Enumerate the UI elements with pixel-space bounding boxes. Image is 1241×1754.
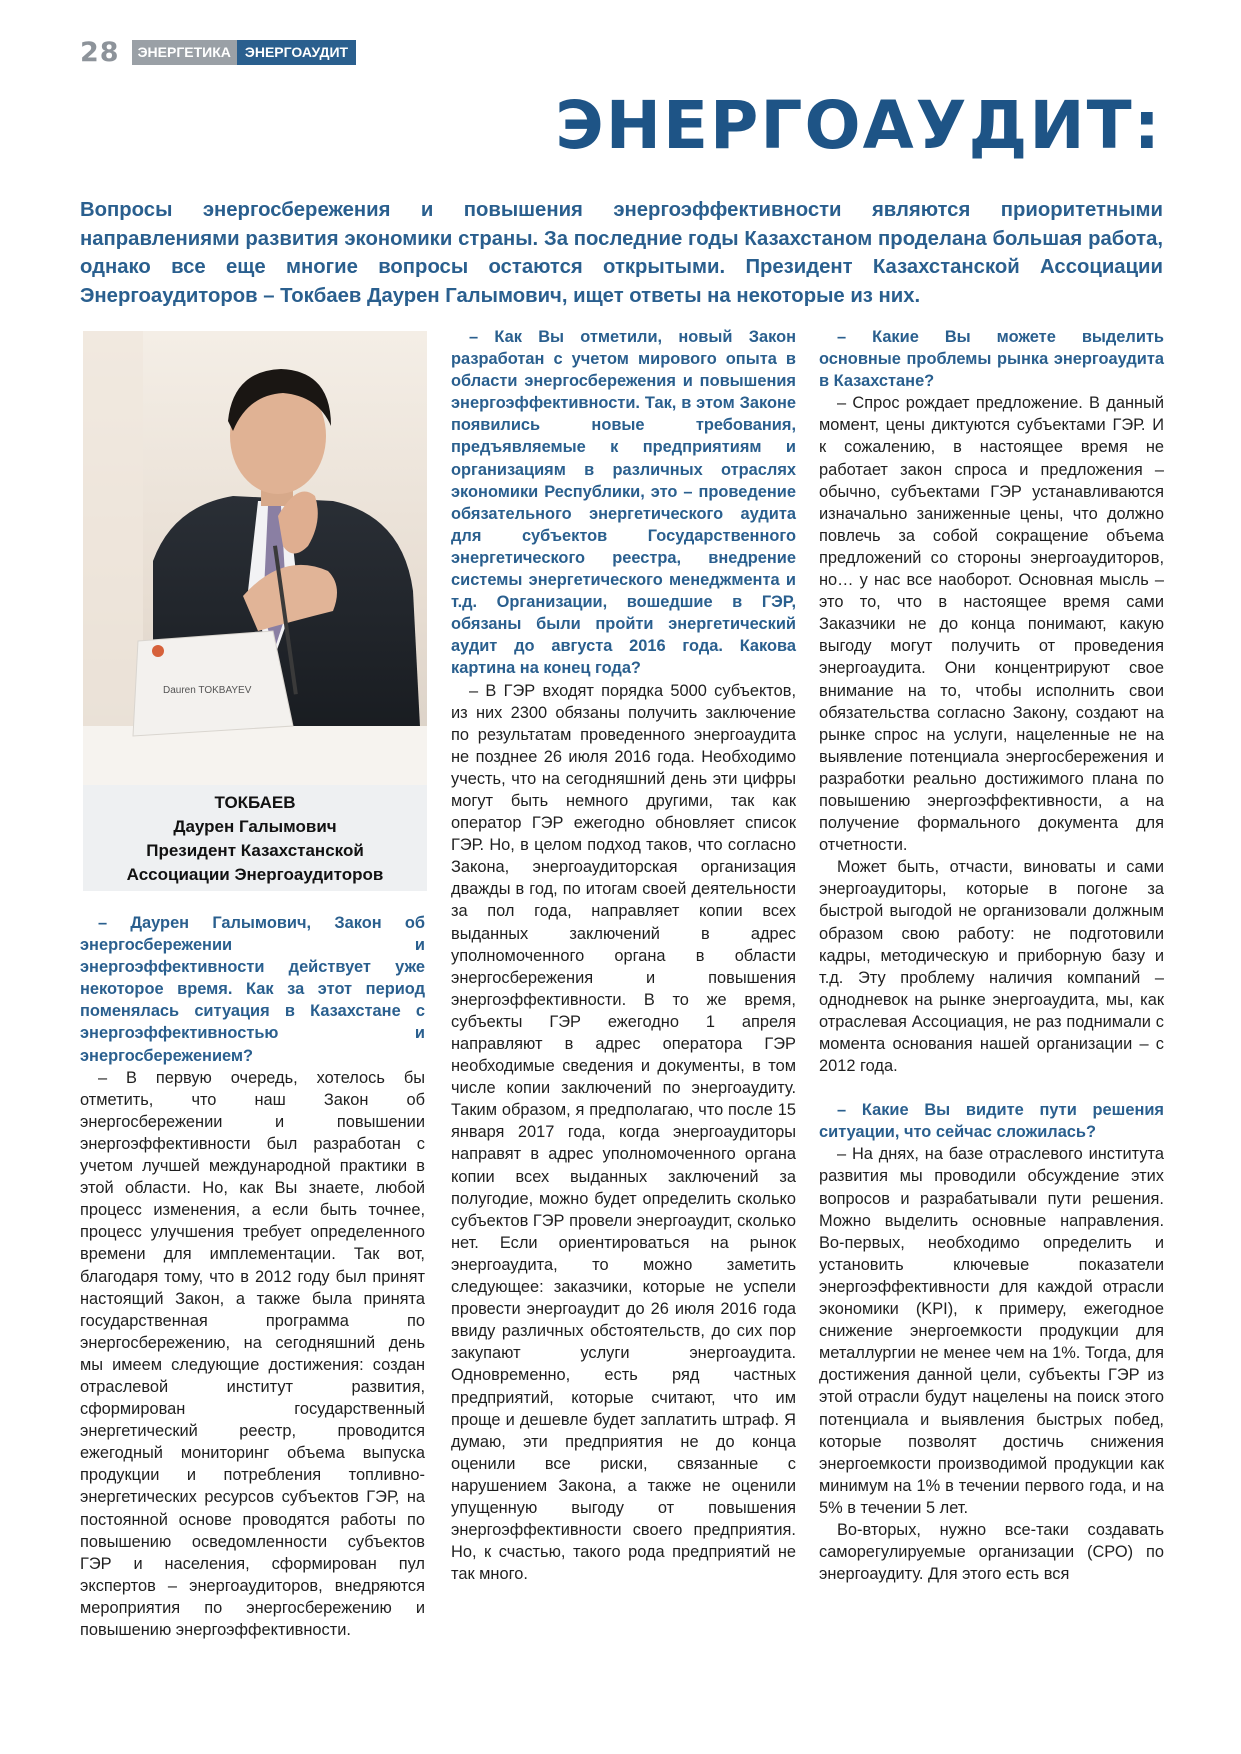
portrait-illustration: [83, 331, 427, 785]
interview-answer: – Спрос рождает предложение. В данный момент, цены диктуются субъектами ГЭР. И к сожалению, в настоящее время не работает закон спроса и предложения – обычно, субъектами ГЭР устанавливаются изначально заниженные цены, что должно повлечь за собой сокращение объема предложений со стороны энергоаудиторов, но… у нас все наоборот. Основная мысль – это то, что в настоящее время сами Заказчики не до конца понимают, какую выгоду могут получить от проведения энергоаудита. Они концентрируют свое внимание на то, чтобы исполнить свои обязательства согласно Закону, создают на рынке спрос на услуги, нацеленные не на выявление потенциала энергосбережения и разработки реально достижимого плана по повышению энергоэффективности, а на получение формального документа для отчетности.: [819, 394, 1164, 855]
page-number: 28: [80, 36, 120, 68]
interview-answer: – В первую очередь, хотелось бы отметить, что наш Закон об энергосбережении и повышении энергоэффективности был разработан с учетом лучшей международной практики в этой области. Но, как Вы знаете, любой процесс изменения, а если быть точнее, процесс улучшения требует определенного времени для имплементации. Так вот, благодаря тому, что в 2012 году был принят настоящий Закон, а также была принята государственная программа по энергосбережению, на сегодняшний день мы имеем следующие достижения: создан отраслевой институт развития, сформирован государственный энергетический реестр, проводится ежегодный мониторинг объема выпуска продукции и потребления топливно-энергетических ресурсов субъектов ГЭР, на постоянной основе проводятся работы по повышению осведомленности субъектов ГЭР и населения, сформирован пул экспертов – энергоаудиторов, внедряются мероприятия по энергосбережению и повышению энергоэффективности.: [80, 1068, 425, 1639]
section-label-secondary: ЭНЕРГОАУДИТ: [237, 40, 356, 65]
caption-line: ТОКБАЕВ: [214, 793, 296, 812]
interview-answer: Может быть, отчасти, виноваты и сами энергоаудиторы, которые в погоне за быстрой выгодой не организовали должным образом свою работу: не подготовили кадры, методическую и приборную базу и т.д. Эту проблему наличия компаний – однодневок на рынке энергоаудита, мы, как отраслевая Ассоциация, не раз поднимали с момента основания нашей организации – с 2012 года.: [819, 858, 1164, 1076]
interview-answer: Во-вторых, нужно все-таки создавать саморегулируемые организации (СРО) по энергоаудиту. Для этого есть вся: [819, 1520, 1164, 1584]
page-header: [80, 38, 356, 66]
photo-caption: [83, 785, 427, 891]
section-label-primary: ЭНЕРГЕТИКА: [132, 40, 237, 65]
nameplate-text: Dauren TOKBAYEV: [163, 685, 252, 696]
interview-question: – Как Вы отметили, новый Закон разработан с учетом мирового опыта в области энергосбережения и повышения энергоэффективности. Так, в этом Законе появились новые требования, предъявляемые к предприятиям и организациям в различных отраслях экономики Республики, это – проведение обязательного энергетического аудита для субъектов Государственного энергетического реестра, внедрение системы энергетического менеджмента и т.д. Организации, вошедшие в ГЭР, обязаны были пройти энергетический аудит до августа 2016 года. Какова картина на конец года?: [451, 328, 796, 678]
caption-line: Даурен Галымович: [173, 817, 337, 836]
lead-paragraph: Вопросы энергосбережения и повышения энергоэффективности являются приоритетными направлениями развития экономики страны. За последние годы Казахстаном проделана большая работа, однако все еще многие вопросы остаются открытыми. Президент Казахстанской Ассоциации Энергоаудиторов – Токбаев Даурен Галымович, ищет ответы на некоторые из них.: [80, 199, 1163, 307]
caption-line: Президент Казахстанской: [146, 841, 364, 860]
article-title: ЭНЕРГОАУДИТ:: [555, 87, 1162, 164]
interview-question: – Какие Вы можете выделить основные проблемы рынка энергоаудита в Казахстане?: [819, 328, 1164, 391]
interview-question: – Какие Вы видите пути решения ситуации, что сейчас сложилась?: [819, 1101, 1164, 1142]
column-1: [80, 912, 425, 1641]
caption-line: Ассоциации Энергоаудиторов: [126, 865, 384, 884]
column-2: [451, 326, 796, 1585]
interview-answer: – На днях, на базе отраслевого института развития мы проводили обсуждение этих вопросов и разрабатывали пути решения. Можно выделить основные направления. Во-первых, необходимо определить и установить ключевые показатели энергоэффективности для каждой отрасли экономики (KPI), к примеру, ежегодное снижение энергоемкости продукции для металлургии не менее чем на 1%. Тогда, для достижения данной цели, субъекты ГЭР из этой отрасли будут нацелены на поиск этого потенциала и выявления быстрых побед, которые позволят достичь снижения энергоемкости производимой продукции как минимум на 1% в течении первого года, и на 5% в течении 5 лет.: [819, 1145, 1164, 1517]
portrait-photo: [83, 331, 427, 785]
interview-answer: – В ГЭР входят порядка 5000 субъектов, из них 2300 обязаны получить заключение по результатам проведенного энергоаудита не позднее 26 июля 2016 года. Необходимо учесть, что на сегодняшний день эти цифры могут быть немного другими, так как оператор ГЭР ежегодно обновляет список ГЭР. Но, в целом подход таков, что согласно Закона, энергоаудиторская организация дважды в год, по итогам своей деятельности за пол года, направляет копии всех выданных заключений в адрес уполномоченного органа в области энергосбережения и повышения энергоэффективности. В то же время, субъекты ГЭР ежегодно 1 апреля направляют в адрес оператора ГЭР необходимые сведения и документы, в том числе копии заключений по энергоаудиту. Таким образом, я предполагаю, что после 15 января 2017 года, когда энергоаудиторы направят в адрес уполномоченного органа копии всех выданных заключений за полугодие, можно будет определить сколько субъектов ГЭР провели энергоаудит, сколько нет. Если ориентироваться на рынок энергоаудита, то можно заметить следующее: заказчики, которые не успели провести энергоаудит до 26 июля 2016 года ввиду различных обстоятельств, до сих пор закупают услуги энергоаудита. Одновременно, есть ряд частных предприятий, которые считают, что им проще и дешевле будет заплатить штраф. Я думаю, эти предприятия не до конца оценили все риски, связанные с нарушением Закона, а также не оценили упущенную выгоду от повышения энергоэффективности своего предприятия. Но, к счастью, такого рода предприятий не так много.: [451, 681, 796, 1584]
column-3: [819, 326, 1164, 1585]
interview-question: – Даурен Галымович, Закон об энергосбережении и энергоэффективности действует уже некоторое время. Как за этот период поменялась ситуация в Казахстане с энергоэффективностью и энергосбережением?: [80, 914, 425, 1065]
